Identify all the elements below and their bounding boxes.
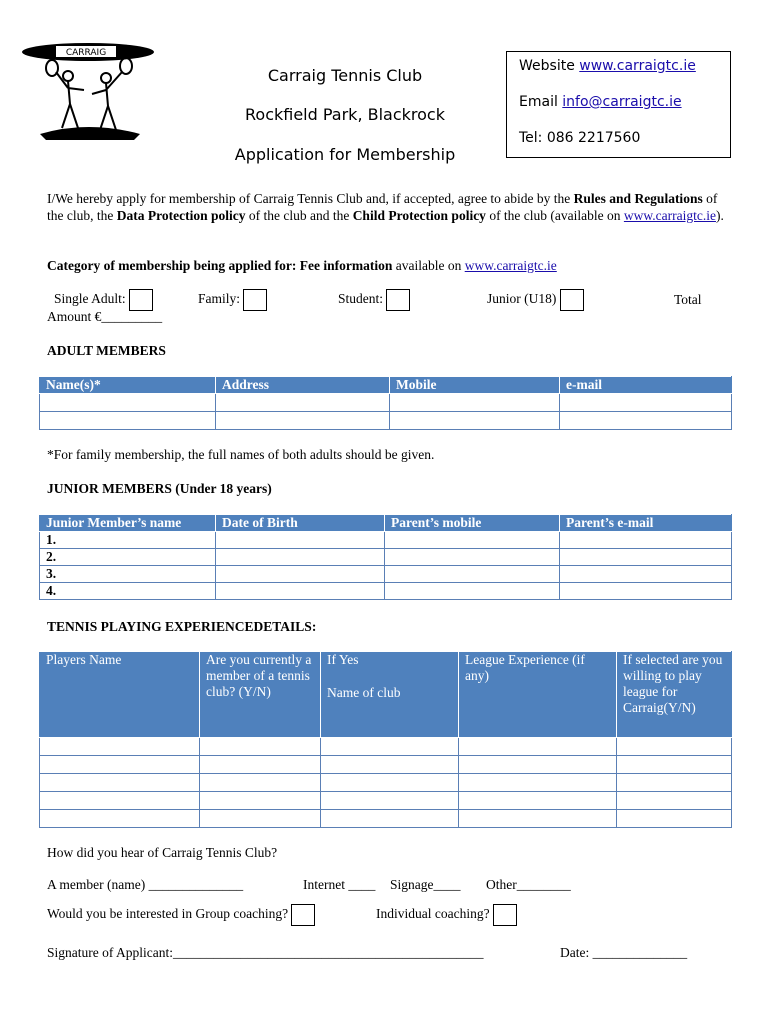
other-field[interactable]: Other________ xyxy=(486,877,571,892)
form-title: Application for Membership xyxy=(234,145,456,164)
table-row: 4. xyxy=(40,583,732,600)
tennis-table xyxy=(39,651,732,828)
junior-heading: JUNIOR MEMBERS (Under 18 years) xyxy=(47,481,272,496)
signature-field[interactable]: Signature of Applicant:______________________________________________ xyxy=(47,945,484,960)
student-checkbox[interactable] xyxy=(386,289,410,311)
tennis-col-league: League Experience (if any) xyxy=(459,652,617,738)
tennis-col-player: Players Name xyxy=(40,652,200,738)
junior-col-parent-mobile: Parent’s mobile xyxy=(385,515,560,532)
table-row xyxy=(40,774,732,792)
individual-coaching-checkbox[interactable] xyxy=(493,904,517,926)
table-row xyxy=(40,412,732,430)
family-checkbox[interactable] xyxy=(243,289,267,311)
junior-table xyxy=(39,514,732,600)
adult-address-cell[interactable] xyxy=(216,412,390,430)
junior-checkbox[interactable] xyxy=(560,289,584,311)
table-row xyxy=(40,394,732,412)
group-coaching-option: Would you be interested in Group coaching? xyxy=(47,904,315,926)
adult-col-email: e-mail xyxy=(560,377,732,394)
website-link[interactable]: www.carraigtc.ie xyxy=(579,58,696,74)
total-label: Total xyxy=(674,292,702,307)
amount-field[interactable]: Amount €_________ xyxy=(47,309,163,324)
adult-name-cell[interactable] xyxy=(40,394,216,412)
category-heading: Category of membership being applied for: Fee information available on www.carraigtc.ie xyxy=(47,258,557,273)
club-location: Rockfield Park, Blackrock xyxy=(245,105,445,124)
adult-mobile-cell[interactable] xyxy=(390,394,560,412)
adult-email-cell[interactable] xyxy=(560,394,732,412)
individual-coaching-option: Individual coaching? xyxy=(376,904,517,926)
email-line: Email info@carraigtc.ie xyxy=(519,94,682,110)
tennis-col-member: Are you currently a member of a tennis club? (Y/N) xyxy=(200,652,321,738)
single-adult-option: Single Adult: xyxy=(54,289,153,311)
student-option: Student: xyxy=(338,289,410,311)
family-note: *For family membership, the full names of both adults should be given. xyxy=(47,447,435,462)
signage-field[interactable]: Signage____ xyxy=(390,877,461,892)
logo-text: CARRAIG xyxy=(65,48,107,58)
intro-paragraph: I/We hereby apply for membership of Carraig Tennis Club and, if accepted, agree to abide by the Rules and Regulations of the club, the Data Protection policy of the club and the Child Protection policy of the club (available on www.carraigtc.ie). xyxy=(47,191,724,223)
adult-table xyxy=(39,376,732,430)
junior-col-name: Junior Member’s name xyxy=(40,515,216,532)
tennis-col-club: If Yes Name of club xyxy=(321,652,459,738)
tennis-heading: TENNIS PLAYING EXPERIENCEDETAILS: xyxy=(47,619,317,634)
adult-address-cell[interactable] xyxy=(216,394,390,412)
table-row: 2. xyxy=(40,549,732,566)
table-row: 1. xyxy=(40,532,732,549)
table-row xyxy=(40,810,732,828)
intro-link[interactable]: www.carraigtc.ie xyxy=(623,208,716,223)
member-name-field[interactable]: A member (name) ______________ xyxy=(47,877,244,892)
table-row: 3. xyxy=(40,566,732,583)
internet-field[interactable]: Internet ____ xyxy=(303,877,376,892)
junior-col-parent-email: Parent’s e-mail xyxy=(560,515,732,532)
table-row xyxy=(40,738,732,756)
junior-option: Junior (U18) xyxy=(487,289,584,311)
adult-name-cell[interactable] xyxy=(40,412,216,430)
adult-col-name: Name(s)* xyxy=(40,377,216,394)
website-line: Website www.carraigtc.ie xyxy=(519,58,696,74)
club-logo xyxy=(18,42,158,142)
contact-box xyxy=(506,51,731,158)
club-name: Carraig Tennis Club xyxy=(267,66,423,85)
adult-col-address: Address xyxy=(216,377,390,394)
adult-mobile-cell[interactable] xyxy=(390,412,560,430)
adult-heading: ADULT MEMBERS xyxy=(47,343,166,358)
junior-col-dob: Date of Birth xyxy=(216,515,385,532)
group-coaching-checkbox[interactable] xyxy=(291,904,315,926)
single-adult-checkbox[interactable] xyxy=(129,289,153,311)
adult-col-mobile: Mobile xyxy=(390,377,560,394)
fee-link[interactable]: www.carraigtc.ie xyxy=(464,258,557,273)
tel-line: Tel: 086 2217560 xyxy=(519,130,641,146)
family-option: Family: xyxy=(198,289,267,311)
date-field[interactable]: Date: ______________ xyxy=(560,945,688,960)
table-row xyxy=(40,756,732,774)
email-link[interactable]: info@carraigtc.ie xyxy=(562,94,682,110)
adult-email-cell[interactable] xyxy=(560,412,732,430)
tennis-col-willing: If selected are you willing to play league for Carraig(Y/N) xyxy=(617,652,732,738)
table-row xyxy=(40,792,732,810)
hear-question: How did you hear of Carraig Tennis Club? xyxy=(47,845,278,860)
